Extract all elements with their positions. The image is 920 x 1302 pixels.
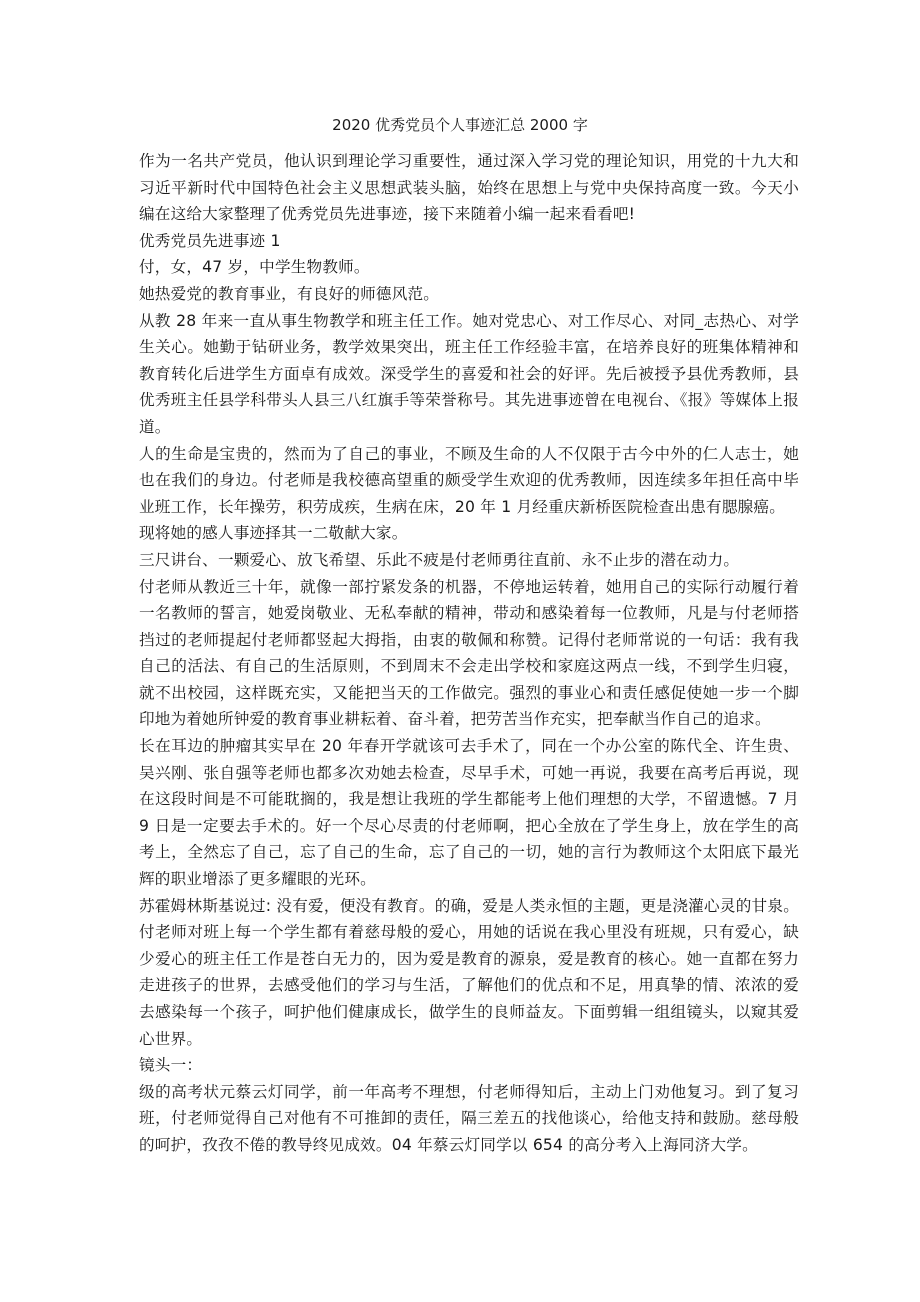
paragraph: 她热爱党的教育事业，有良好的师德风范。 xyxy=(139,284,440,303)
intro-paragraph: 作为一名共产党员，他认识到理论学习重要性，通过深入学习党的理论知识，用党的十九大和习近平新时代中国特色社会主义思想武装头脑，始终在思想上与党中央保持高度一致。今天小编在这给大家整理了优秀党员先进事迹，接下来随着小编一起来看看吧! xyxy=(139,152,799,224)
paragraph: 长在耳边的肿瘤其实早在 20 年春开学就该可去手术了，同在一个办公室的陈代全、许生贵、吴兴刚、张自强等老师也都多次劝她去检查，尽早手术，可她一再说，我要在高考后再说，现在这段时间是不可能耽搁的，我是想让我班的学生都能考上他们理想的大学，不留遗憾。7 月 9 日是一定要去手术的。好一个尽心尽责的付老师啊，把心全放在了学生身上，放在学生的高考上，全然忘了自己，忘了自己的生命，忘了自己的一切，她的言行为教师这个太阳底下最光辉的职业增添了更多耀眼的光环。 xyxy=(139,737,799,889)
document-body xyxy=(139,148,799,1159)
paragraph: 付，女，47 岁，中学生物教师。 xyxy=(139,258,370,277)
paragraph: 级的高考状元蔡云灯同学，前一年高考不理想，付老师得知后，主动上门劝他复习。到了复习班，付老师觉得自己对他有不可推卸的责任，隔三差五的找他谈心，给他支持和鼓励。慈母般的呵护，孜孜不倦的教导终见成效。04 年蔡云灯同学以 654 的高分考入上海同济大学。 xyxy=(139,1082,799,1154)
paragraph: 三尺讲台、一颗爱心、放飞希望、乐此不疲是付老师勇往直前、永不止步的潜在动力。 xyxy=(139,550,740,569)
section-heading: 优秀党员先进事迹 1 xyxy=(139,231,281,250)
subsection-heading: 镜头一： xyxy=(139,1056,203,1075)
document-title: 2020 优秀党员个人事迹汇总 2000 字 xyxy=(332,116,588,134)
paragraph: 人的生命是宝贵的，然而为了自己的事业，不顾及生命的人不仅限于古今中外的仁人志士，她也在我们的身边。付老师是我校德高望重的颇受学生欢迎的优秀教师，因连续多年担任高中毕业班工作，长年操劳，积劳成疾，生病在床，20 年 1 月经重庆新桥医院检查出患有腮腺癌。 xyxy=(139,444,799,516)
paragraph: 付老师从教近三十年，就像一部拧紧发条的机器，不停地运转着，她用自己的实际行动履行着一名教师的誓言，她爱岗敬业、无私奉献的精神，带动和感染着每一位教师，凡是与付老师搭挡过的老师提起付老师都竖起大拇指，由衷的敬佩和称赞。记得付老师常说的一句话：我有我自己的活法、有自己的生活原则，不到周末不会走出学校和家庭这两点一线，不到学生归寝，就不出校园，这样既充实，又能把当天的工作做完。强烈的事业心和责任感促使她一步一个脚印地为着她所钟爱的教育事业耕耘着、奋斗着，把劳苦当作充实，把奉献当作自己的追求。 xyxy=(139,577,799,729)
paragraph: 苏霍姆林斯基说过: 没有爱，便没有教育。的确，爱是人类永恒的主题，更是浇灌心灵的甘泉。付老师对班上每一个学生都有着慈母般的爱心，用她的话说在我心里没有班规，只有爱心，缺少爱心的班主任工作是苍白无力的，因为爱是教育的源泉，爱是教育的核心。她一直都在努力走进孩子的世界，去感受他们的学习与生活，了解他们的优点和不足，用真挚的情、浓浓的爱去感染每一个孩子，呵护他们健康成长，做学生的良师益友。下面剪辑一组组镜头，以窥其爱心世界。 xyxy=(139,896,799,1048)
paragraph: 从教 28 年来一直从事生物教学和班主任工作。她对党忠心、对工作尽心、对同_志热心、对学生关心。她勤于钻研业务，教学效果突出，班主任工作经验丰富，在培养良好的班集体精神和教育转化后进学生方面卓有成效。深受学生的喜爱和社会的好评。先后被授予县优秀教师，县优秀班主任县学科带头人县三八红旗手等荣誉称号。其先进事迹曾在电视台、《报》等媒体上报道。 xyxy=(139,311,799,436)
paragraph: 现将她的感人事迹择其一二敬献大家。 xyxy=(139,524,408,543)
